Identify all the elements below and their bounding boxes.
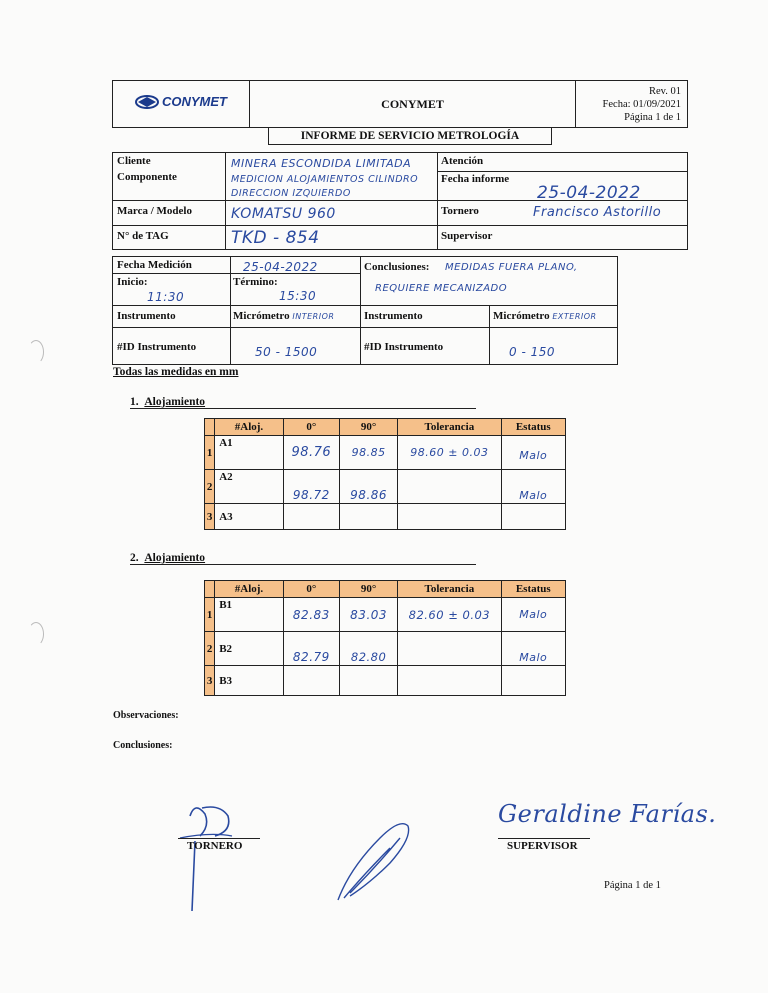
marca-label: Marca / Modelo xyxy=(117,205,192,217)
medicion-table xyxy=(112,256,618,365)
tornero-line xyxy=(178,838,260,839)
section2-table xyxy=(204,580,566,696)
termino-label: Término: xyxy=(233,276,278,288)
section2-title: 2. Alojamiento xyxy=(130,552,476,565)
conclusiones-footer-label: Conclusiones: xyxy=(113,740,173,751)
tornero-label-footer: TORNERO xyxy=(187,840,243,852)
punch-hole-bottom xyxy=(28,622,44,646)
s2-header-tol: Tolerancia xyxy=(398,581,501,598)
table-row: 2 A2 98.72 98.86 Malo xyxy=(205,470,566,504)
instrumento-label-1: Instrumento xyxy=(117,310,176,322)
instrumento-hw-2: EXTERIOR xyxy=(552,312,597,321)
rev-cell xyxy=(576,81,688,128)
s2-header-90: 90° xyxy=(339,581,397,598)
fecha-medicion-label: Fecha Medición xyxy=(117,259,192,271)
atencion-label: Atención xyxy=(441,155,484,167)
table-row: 2 B2 82.79 82.80 Malo xyxy=(205,632,566,666)
id-instrumento-value-2: 0 - 150 xyxy=(509,345,555,359)
middle-signature-icon xyxy=(330,808,420,908)
marca-value: KOMATSU 960 xyxy=(231,206,336,222)
instrumento-value-1: Micrómetro INTERIOR xyxy=(233,310,335,322)
cliente-label: Cliente xyxy=(117,155,151,167)
s2-header-0: 0° xyxy=(283,581,339,598)
s2-header-status: Estatus xyxy=(501,581,565,598)
instrumento-value-2: Micrómetro EXTERIOR xyxy=(493,310,597,322)
conymet-logo-icon xyxy=(135,94,227,110)
section1-title: 1. Alojamiento xyxy=(130,396,476,409)
id-instrumento-value-1: 50 - 1500 xyxy=(255,345,318,359)
s1-header-aloj: #Aloj. xyxy=(215,419,284,436)
table-row: 1 B1 82.83 83.03 82.60 ± 0.03 Malo xyxy=(205,598,566,632)
footer-page-number: Página 1 de 1 xyxy=(604,880,661,891)
componente-value-1: MEDICION ALOJAMIENTOS CILINDRO xyxy=(231,174,419,185)
report-title: INFORME DE SERVICIO METROLOGÍA xyxy=(268,128,552,145)
s1-header-90: 90° xyxy=(339,419,397,436)
rev-text: Rev. 01 xyxy=(649,85,681,97)
id-instrumento-label-2: #ID Instrumento xyxy=(364,341,444,353)
todas-medidas-note: Todas las medidas en mm xyxy=(113,366,239,378)
table-row: 3 B3 xyxy=(205,666,566,696)
tag-value: TKD - 854 xyxy=(231,228,320,248)
s1-header-tol: Tolerancia xyxy=(398,419,501,436)
info-table xyxy=(112,152,688,250)
header-table xyxy=(112,80,688,128)
section1-table xyxy=(204,418,566,530)
s1-header-0: 0° xyxy=(283,419,339,436)
inicio-value: 11:30 xyxy=(147,290,185,304)
s1-header-status: Estatus xyxy=(501,419,565,436)
inicio-label: Inicio: xyxy=(117,276,148,288)
supervisor-line xyxy=(498,838,590,839)
tornero-signature-icon xyxy=(170,796,250,916)
fecha-medicion-value: 25-04-2022 xyxy=(243,260,318,274)
conclusiones-value-1: MEDIDAS FUERA PLANO, xyxy=(445,262,578,273)
supervisor-label-footer: SUPERVISOR xyxy=(507,840,578,852)
componente-label: Componente xyxy=(117,171,177,183)
conclusiones-value-2: REQUIERE MECANIZADO xyxy=(375,283,508,294)
punch-hole-top xyxy=(28,340,44,364)
fecha-informe-label: Fecha informe xyxy=(441,173,510,185)
fecha-text: Fecha: 01/09/2021 xyxy=(602,98,681,110)
supervisor-signature: Geraldine Farías. xyxy=(498,800,717,828)
fecha-informe-value: 25-04-2022 xyxy=(537,183,641,203)
observaciones-label: Observaciones: xyxy=(113,710,179,721)
s2-header-aloj: #Aloj. xyxy=(215,581,284,598)
table-row: 1 A1 98.76 98.85 98.60 ± 0.03 Malo xyxy=(205,436,566,470)
table-row: 3 A3 xyxy=(205,504,566,530)
componente-value-2: DIRECCION IZQUIERDO xyxy=(231,188,351,199)
company-name: CONYMET xyxy=(250,81,576,128)
id-instrumento-label-1: #ID Instrumento xyxy=(117,341,197,353)
instrumento-hw-1: INTERIOR xyxy=(292,312,335,321)
tornero-value: Francisco Astorillo xyxy=(533,205,662,220)
termino-value: 15:30 xyxy=(279,289,317,303)
cliente-value: MINERA ESCONDIDA LIMITADA xyxy=(231,157,412,170)
logo-text: CONYMET xyxy=(162,94,227,109)
instrumento-label-2: Instrumento xyxy=(364,310,423,322)
tornero-label: Tornero xyxy=(441,205,479,217)
pagina-text: Página 1 de 1 xyxy=(624,111,681,123)
logo-cell xyxy=(113,81,250,128)
supervisor-label: Supervisor xyxy=(441,230,493,242)
conclusiones-label: Conclusiones: xyxy=(364,261,430,273)
tag-label: N° de TAG xyxy=(117,230,169,242)
